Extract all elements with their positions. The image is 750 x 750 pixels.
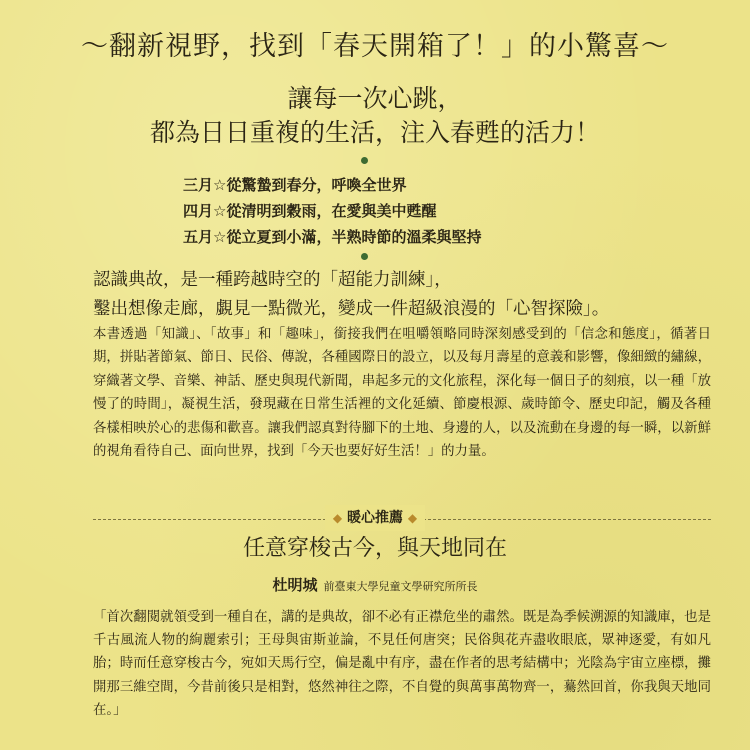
month-item-april: 四月☆從清明到穀雨，在愛與美中甦醒 — [183, 202, 437, 220]
intro-line-2: 鑿出想像走廊，覷見一點微光，變成一件超級浪漫的「心智探險」。 — [93, 299, 610, 319]
green-bullet-dot — [361, 157, 368, 164]
month-list — [183, 172, 481, 250]
month-item-march: 三月☆從驚蟄到春分，呼喚全世界 — [183, 176, 407, 194]
recommend-title: 任意穿梭古今，與天地同在 — [242, 536, 507, 561]
month-item-may: 五月☆從立夏到小滿，半熟時節的溫柔與堅持 — [183, 228, 482, 246]
intro-line-1: 認識典故，是一種跨越時空的「超能力訓練」， — [93, 270, 452, 290]
subheadline-line-1: 讓每一次心跳， — [287, 84, 463, 113]
author-name: 杜明城 — [272, 576, 318, 594]
recommend-label-box — [325, 505, 425, 531]
recommend-header — [0, 505, 750, 531]
page-headline: ～翻新視野，找到「春天開箱了！」的小驚喜～ — [81, 31, 669, 62]
intro-paragraph — [93, 266, 713, 324]
diamond-icon: ◆ — [407, 511, 418, 525]
green-bullet-dot — [361, 253, 368, 260]
author-line — [0, 574, 750, 595]
body-paragraph: 本書透過「知識」、「故事」和「趣味」，銜接我們在咀嚼領略同時深刻感受到的「信念和態度」，循著日期，拼貼著節氣、節日、民俗、傳說，各種國際日的設立，以及每月壽星的意義和影響，像細緻的繡線，穿織著文學、音樂、神話、歷史與現代新聞，串起多元的文化旅程，深化每一個日子的刻痕，以一種「放慢了的時間」，凝視生活，發現藏在日常生活裡的文化延續、節慶根源、歲時節令、歷史印記，觸及各種各樣相映於心的悲傷和歡喜。讓我們認真對待腳下的土地、身邊的人，以及流動在身邊的每一瞬，以新鮮的視角看待自己、面向世界，找到「今天也要好好生活！」的力量。 — [93, 327, 711, 460]
recommend-quote: 「首次翻閱就領受到一種自在，講的是典故，卻不必有正襟危坐的肅然。既是為季候溯源的知識庫，也是千古風流人物的絢麗索引；王母與宙斯並論，不見任何唐突；民俗與花卉盡收眼底，眾神逐愛，有如凡胎；時而任意穿梭古今，宛如天馬行空，偏是亂中有序，盡在作者的思考結構中；光陰為宇宙立座標，攤開那三維空間，今昔前後只是相對，悠然神往之際，不自覺的與萬事萬物齊一，驀然回首，你我與天地同在。」 — [93, 610, 711, 718]
subheadline-line-2: 都為日日重複的生活，注入春甦的活力！ — [149, 118, 600, 147]
recommend-label: 暖心推薦 — [347, 510, 403, 526]
diamond-icon: ◆ — [332, 511, 343, 525]
author-title: 前臺東大學兒童文學研究所所長 — [323, 580, 478, 593]
